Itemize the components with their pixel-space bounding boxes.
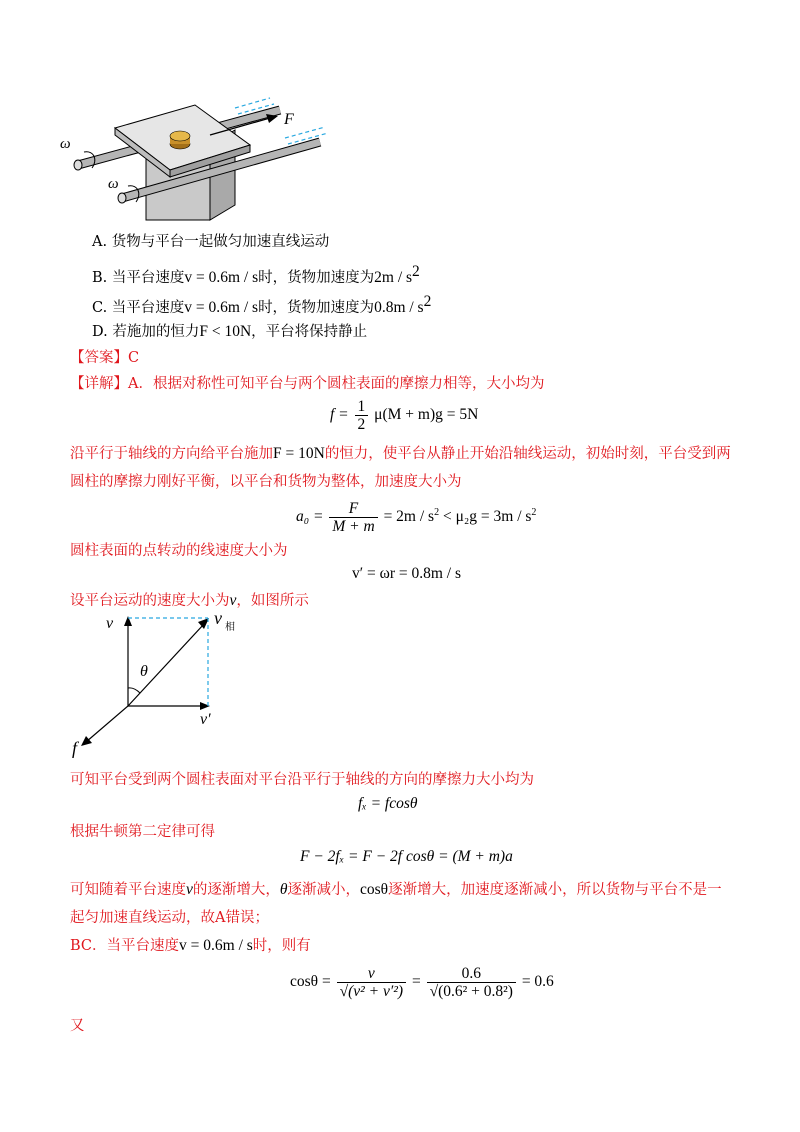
label-F: F (284, 111, 294, 128)
option-letter: D. (92, 324, 108, 340)
cylinder-top-end (74, 160, 82, 170)
equation-5: F − 2fₓ = F − 2f cosθ = (M + m)a (300, 848, 513, 865)
option-c: C. 当平台速度v = 0.6m / s时，货物加速度为$0.8m / s^2$ (92, 293, 432, 316)
equation-2: a₀ = $\frac{F}{M + m}$ = $2m / s^2 < \mu_2g = 3m / s^2$ (296, 500, 537, 536)
option-letter: A. (92, 234, 108, 250)
label-omega-top: ω (60, 136, 71, 152)
detail-tag: 【详解】 (70, 376, 128, 392)
answer-value: C (128, 350, 140, 366)
cylinder-bottom-end (118, 193, 126, 203)
option-value: 0.8m / s (374, 298, 424, 316)
detail-p7a: 可知随着平台速度v的逐渐增大，θ逐渐减小，cosθ逐渐增大，加速度逐渐减小，所以货物与平台不是一 (70, 881, 722, 898)
detail-p2b: 圆柱的摩擦力刚好平衡，以平台和货物为整体，加速度大小为 (70, 474, 462, 490)
option-letter: C. (92, 299, 108, 316)
f-arrow (86, 706, 128, 742)
dash-top (235, 98, 270, 108)
dash-bottom (285, 127, 325, 138)
option-condition: F < 10N (199, 323, 252, 340)
option-d: D. 若施加的恒力F < 10N，平台将保持静止 (92, 323, 368, 340)
label-v: v (106, 615, 114, 632)
option-a (92, 232, 329, 252)
option-condition: v = 0.6m / s (184, 298, 259, 316)
label-theta: θ (140, 663, 148, 680)
option-b: B. 当平台速度v = 0.6m / s时，货物加速度为$2m / s^2$ (92, 263, 420, 286)
equation-6: cosθ = $\frac{v}{\text{√(v² + v′²)}}$ = $\frac{0.6}{\text{√(0.6² + 0.8²)}}$ = 0.6 (290, 964, 554, 1000)
detail-p4: 设平台运动的速度大小为v，如图所示 (70, 592, 309, 609)
equation-3: v′ = ωr = 0.8m / s (352, 565, 462, 582)
detail-p2a: 沿平行于轴线的方向给平台施加F = 10N的恒力，使平台从静止开始沿轴线运动，初始时刻，平台受到两 (70, 445, 731, 462)
detail-p1: 【详解】A．根据对称性可知平台与两个圆柱表面的摩擦力相等，大小均为 (70, 376, 545, 392)
velocity-diagram (70, 608, 270, 758)
detail-p7b: 起匀加速直线运动，故A错误； (70, 910, 269, 926)
equation-1: f = $\frac{1}{2}$ μ(M + m)g = 5N (330, 398, 479, 433)
v-rel-arrowhead (198, 618, 209, 629)
detail-p8: BC．当平台速度v = 0.6m / s时，则有 (70, 937, 311, 954)
label-f: f (72, 738, 78, 758)
detail-p5: 可知平台受到两个圆柱表面对平台沿平行于轴线的方向的摩擦力大小均为 (70, 772, 534, 788)
equation-4: fₓ = fcosθ (358, 795, 418, 812)
answer-tag: 【答案】 (70, 350, 128, 366)
label-v-prime: v′ (200, 711, 211, 728)
theta-arc (128, 688, 140, 693)
cargo-top (170, 131, 190, 141)
option-letter: B. (92, 269, 108, 286)
detail-p9: 又 (70, 1018, 85, 1034)
option-text: 货物与平台一起做匀加速直线运动 (111, 234, 330, 250)
option-value: 2m / s (374, 268, 413, 286)
option-condition: v = 0.6m / s (184, 268, 259, 286)
label-v-rel: v (214, 608, 222, 628)
answer-line (70, 348, 139, 368)
platform-cylinder-figure (60, 90, 360, 230)
label-v-rel-sub: 相 (225, 622, 235, 633)
label-omega-bottom: ω (108, 176, 119, 192)
detail-p3: 圆柱表面的点转动的线速度大小为 (70, 543, 288, 559)
detail-p6: 根据牛顿第二定律可得 (70, 824, 215, 840)
